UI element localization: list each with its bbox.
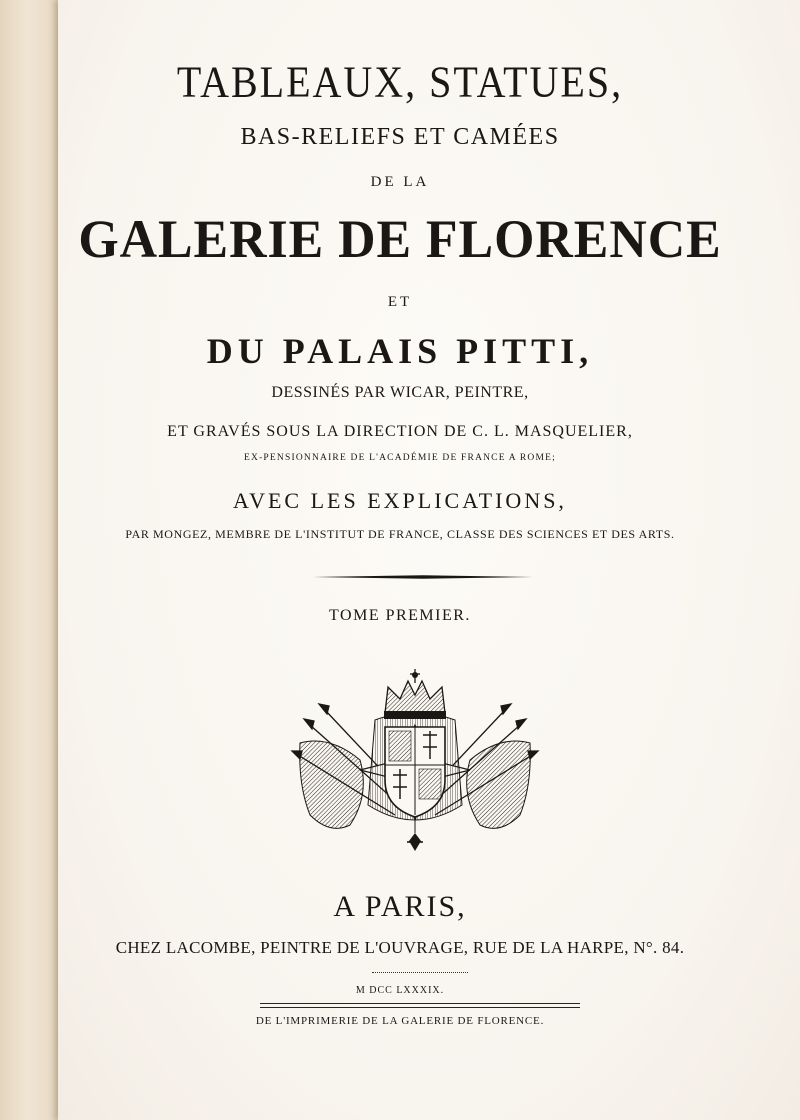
imprint-publisher: CHEZ LACOMBE, PEINTRE DE L'OUVRAGE, RUE DE LA HARPE, N°. 84. [115,938,685,957]
illustrator-credit: DESSINÉS PAR WICAR, PEINTRE, [271,384,529,401]
title-line-1: TABLEAUX, STATUES, [176,56,624,107]
explanations-heading: AVEC LES EXPLICATIONS, [233,488,567,513]
title-line-3: DE LA [370,174,430,190]
author-credit: PAR MONGEZ, MEMBRE DE L'INSTITUT DE FRANCE, CLASSE DES SCIENCES ET DES ARTS. [125,527,675,541]
imprint-year: M DCC LXXXIX. [355,985,445,996]
imprint-printer: DE L'IMPRIMERIE DE LA GALERIE DE FLORENCE. [255,1015,545,1027]
title-line-2: BAS-RELIEFS ET CAMÉES [240,124,560,150]
tapered-rule-divider [313,575,533,579]
title-conjunction: ET [387,294,413,310]
imprint-city: A PARIS, [333,890,467,923]
engraver-affiliation: EX-PENSIONNAIRE DE L'ACADÉMIE DE FRANCE A ROME; [244,453,556,463]
dotted-rule [372,972,468,973]
secondary-title: DU PALAIS PITTI, [206,331,594,371]
double-rule [260,1003,580,1008]
engraver-credit: ET GRAVÉS SOUS LA DIRECTION DE C. L. MASQUELIER, [167,423,633,440]
coat-of-arms-icon [290,665,540,860]
volume-label: TOME PREMIER. [329,607,471,624]
main-title: GALERIE DE FLORENCE [78,209,722,269]
